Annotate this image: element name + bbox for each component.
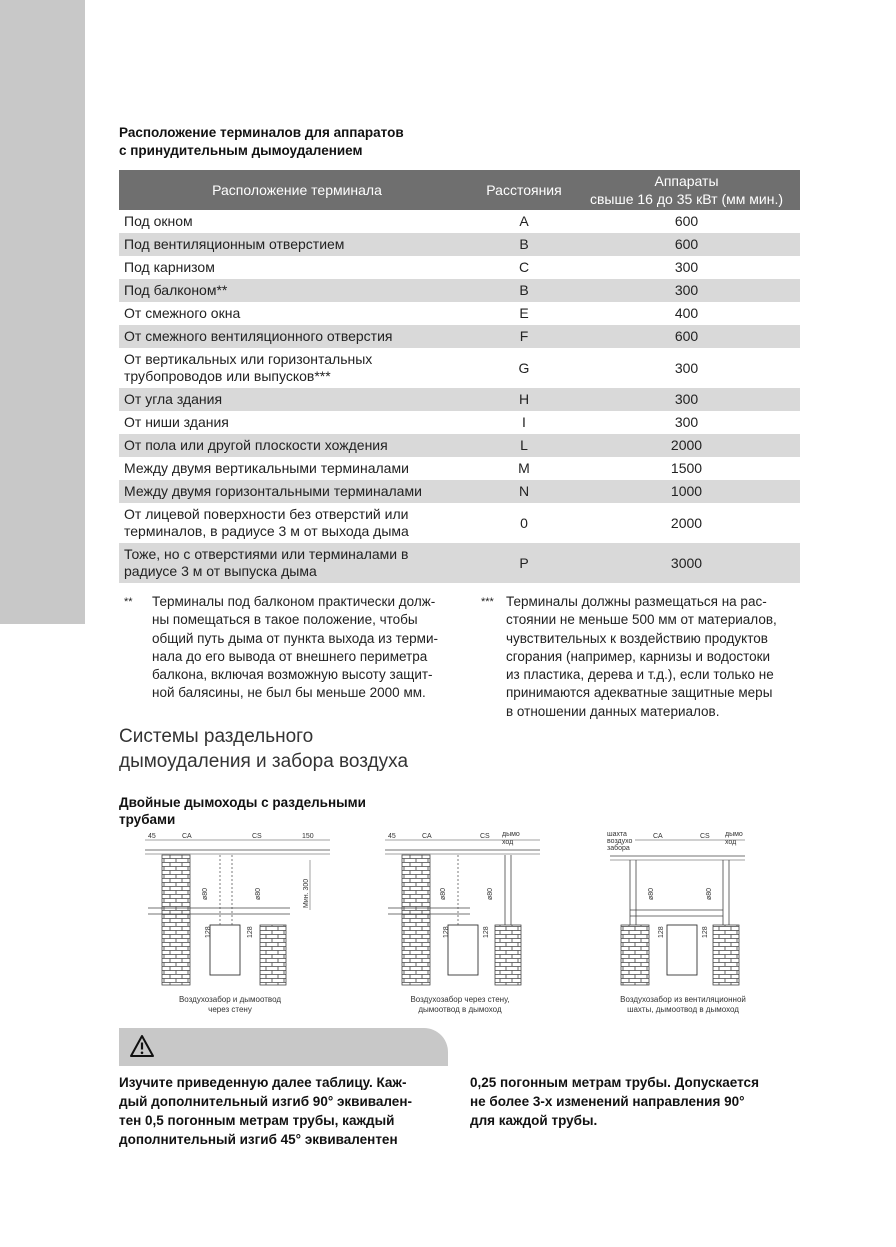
diagram-caption: Воздухозабор из вентиляционной <box>620 995 746 1004</box>
row-distance: F <box>475 325 573 348</box>
row-location: Под балконом** <box>119 279 475 302</box>
row-location-line: От вертикальных или горизонтальных <box>124 351 373 367</box>
warning-line: не более 3-х изменений направления 90° <box>470 1094 745 1109</box>
dim-label: шахта <box>607 831 627 838</box>
pipe-label: ø80 <box>706 887 713 900</box>
row-location <box>119 503 475 543</box>
warning-line: 0,25 погонным метрам трубы. Допускается <box>470 1075 759 1090</box>
row-location-line: радиусе 3 м от выпуска дыма <box>124 563 317 579</box>
dim-label: 45 <box>388 833 396 840</box>
dim-label: CA <box>422 833 432 840</box>
row-distance: L <box>475 434 573 457</box>
row-location: Между двумя вертикальными терминалами <box>124 460 409 476</box>
dim-label: Мин. 300 <box>303 878 310 908</box>
section-title <box>119 124 519 160</box>
row-value: 600 <box>674 213 699 229</box>
table-row <box>119 388 800 411</box>
row-distance: A <box>519 213 529 229</box>
row-location-line: Тоже, но с отверстиями или терминалами в <box>124 546 409 562</box>
header-devices-line: свыше 16 до 35 кВт (мм мин.) <box>589 191 783 207</box>
dim-label: 128 <box>702 926 709 938</box>
dim-label: воздухо <box>607 838 633 845</box>
footnote-text <box>152 593 472 703</box>
dim-label: 128 <box>658 926 665 938</box>
table-header-row <box>119 170 800 210</box>
pipe-label: ø80 <box>255 887 262 900</box>
warning-triangle-icon <box>129 1034 155 1058</box>
diagram-caption: Воздухозабор через стену, <box>410 995 510 1004</box>
diagram-wall-air-chimney-flue <box>380 830 580 1020</box>
row-value: 2000 <box>573 434 800 457</box>
diagram-caption: Воздухозабор и дымоотвод <box>178 995 282 1004</box>
dim-label: 128 <box>483 926 490 938</box>
row-value: 600 <box>573 325 800 348</box>
row-distance: I <box>522 414 526 430</box>
row-distance: B <box>475 279 573 302</box>
header-distance: Расстояния <box>475 170 573 210</box>
row-value: 300 <box>674 259 699 275</box>
header-devices-line: Аппараты <box>654 173 719 189</box>
row-location-line: терминалов, в радиусе 3 м от выхода дыма <box>124 523 409 539</box>
systems-subheading-line: Двойные дымоходы с раздельными <box>119 795 366 810</box>
row-location: От пола или другой плоскости хождения <box>119 434 475 457</box>
footnote-line: общий путь дыма от пункта выхода из терми- <box>152 630 439 646</box>
footnote-line: нала до его вывода от внешнего периметра <box>152 648 428 664</box>
row-location: От угла здания <box>119 388 475 411</box>
table-row <box>119 233 800 256</box>
pipe-label: ø80 <box>440 887 447 900</box>
table-row <box>119 480 800 503</box>
diagram-caption: дымоотвод в дымоход <box>418 1005 502 1014</box>
row-distance: 0 <box>520 514 528 531</box>
brick-wall-left <box>162 855 190 985</box>
warning-bar <box>119 1028 448 1066</box>
footnote-line: ной балясины, не был бы меньше 2000 мм. <box>152 685 426 701</box>
diagram-caption: через стену <box>208 1005 252 1014</box>
table-row <box>119 457 800 480</box>
table-row <box>119 256 800 279</box>
table-row <box>119 279 800 302</box>
row-location: Между двумя горизонтальными терминалами <box>119 480 475 503</box>
systems-heading <box>119 724 408 774</box>
row-value: 300 <box>573 279 800 302</box>
row-distance: G <box>518 359 530 376</box>
row-distance: N <box>475 480 573 503</box>
table-row <box>119 434 800 457</box>
boiler-unit <box>210 925 240 975</box>
dim-label: 128 <box>205 926 212 938</box>
dim-label: забора <box>607 845 630 852</box>
systems-heading-line: дымоудаления и забора воздуха <box>119 751 409 772</box>
row-value: 300 <box>573 388 800 411</box>
dim-label: CA <box>653 833 663 840</box>
row-location-line: трубопроводов или выпусков*** <box>124 368 331 384</box>
footnote-line: Терминалы должны размещаться на рас- <box>506 594 767 609</box>
row-distance: C <box>518 259 530 275</box>
row-value: 300 <box>674 359 699 376</box>
row-location: От ниши здания <box>124 414 229 430</box>
row-location: От смежного окна <box>124 305 241 321</box>
section-title-line: Расположение терминалов для аппаратов <box>119 125 404 140</box>
pipe-label: ø80 <box>648 887 655 900</box>
dim-label: 128 <box>443 926 450 938</box>
table-row <box>119 411 800 434</box>
boiler-unit <box>448 925 478 975</box>
warning-line: тен 0,5 погонным метрам трубы, каждый <box>119 1113 395 1128</box>
row-location <box>119 543 475 583</box>
brick-wall-left <box>402 855 430 985</box>
warning-line: Изучите приведенную далее таблицу. Каж- <box>119 1075 407 1090</box>
brick-wall-right <box>495 925 521 985</box>
warning-line: дый дополнительный изгиб 90° эквивален- <box>119 1094 412 1109</box>
footnote-mark: ** <box>124 596 133 608</box>
systems-heading-line: Системы раздельного <box>119 726 314 747</box>
header-devices <box>573 170 800 210</box>
footnote-line: в отношении данных материалов. <box>506 703 720 719</box>
diagram-wall-air-flue <box>140 830 340 1020</box>
row-value: 300 <box>674 414 699 430</box>
dim-label: 128 <box>247 926 254 938</box>
warning-line: для каждой трубы. <box>470 1113 598 1128</box>
dim-label: ход <box>725 839 737 846</box>
row-location <box>119 348 475 388</box>
side-margin-bar <box>0 0 85 624</box>
footnote-line: чувствительных к воздействию продуктов <box>506 630 768 646</box>
table-row <box>119 210 800 233</box>
row-value: 600 <box>573 233 800 256</box>
header-location: Расположение терминала <box>119 170 475 210</box>
footnote-line: принимаются адекватные защитные меры <box>506 685 773 701</box>
warning-text-right <box>470 1073 759 1130</box>
dim-label: CS <box>700 833 710 840</box>
footnote-line: из пластика, дерева и т.д.), если только не <box>506 667 774 683</box>
row-value: 2000 <box>670 514 703 531</box>
row-value: 1500 <box>670 460 703 476</box>
row-distance: B <box>475 233 573 256</box>
warning-line: дополнительный изгиб 45° эквивалентен <box>119 1132 398 1147</box>
dim-label: 45 <box>148 833 156 840</box>
row-distance: H <box>475 388 573 411</box>
boiler-unit <box>667 925 697 975</box>
row-value: 3000 <box>573 543 800 583</box>
dim-label: 150 <box>302 833 314 840</box>
dim-label: дымо <box>725 831 743 838</box>
dim-label: CS <box>252 833 262 840</box>
terminal-table <box>119 170 800 583</box>
pipe-label: ø80 <box>487 887 494 900</box>
brick-wall-right <box>260 925 286 985</box>
row-location: Под карнизом <box>124 259 215 275</box>
row-location-line: От лицевой поверхности без отверстий или <box>124 506 409 522</box>
table-row <box>119 302 800 325</box>
dim-label: CA <box>182 833 192 840</box>
table-row <box>119 543 800 583</box>
table-row <box>119 503 800 543</box>
footnote-text <box>506 593 826 721</box>
dim-label: дымо <box>502 831 520 838</box>
dim-label: CS <box>480 833 490 840</box>
row-value: 400 <box>674 305 699 321</box>
footnote-line: ны помещаться в такое положение, чтобы <box>152 612 418 628</box>
footnote-line: Терминалы под балконом практически долж- <box>152 594 436 609</box>
table-row <box>119 325 800 348</box>
pipe-label: ø80 <box>202 887 209 900</box>
row-location: От смежного вентиляционного отверстия <box>119 325 475 348</box>
row-location: Под вентиляционным отверстием <box>119 233 475 256</box>
dim-label: ход <box>502 839 514 846</box>
footnote-line: стоянии не меньше 500 мм от материалов, <box>506 612 777 628</box>
footnote-line: сгорания (например, карнизы и водостоки <box>506 648 771 664</box>
footnote-line: балкона, включая возможную высоту защит- <box>152 667 433 683</box>
systems-subheading <box>119 794 366 828</box>
section-title-line: с принудительным дымоудалением <box>119 143 363 158</box>
row-distance: E <box>519 305 529 321</box>
brick-wall-left <box>621 925 649 985</box>
warning-text-left <box>119 1073 412 1149</box>
diagram-shaft-air-chimney-flue <box>605 830 775 1020</box>
footnote-mark: *** <box>481 596 494 608</box>
row-distance: M <box>518 460 530 476</box>
brick-wall-right <box>713 925 739 985</box>
row-value: 1000 <box>573 480 800 503</box>
systems-subheading-line: трубами <box>119 812 176 827</box>
table-row <box>119 348 800 388</box>
row-location: Под окном <box>124 213 193 229</box>
row-distance: P <box>475 543 573 583</box>
diagram-caption: шахты, дымоотвод в дымоход <box>627 1005 739 1014</box>
